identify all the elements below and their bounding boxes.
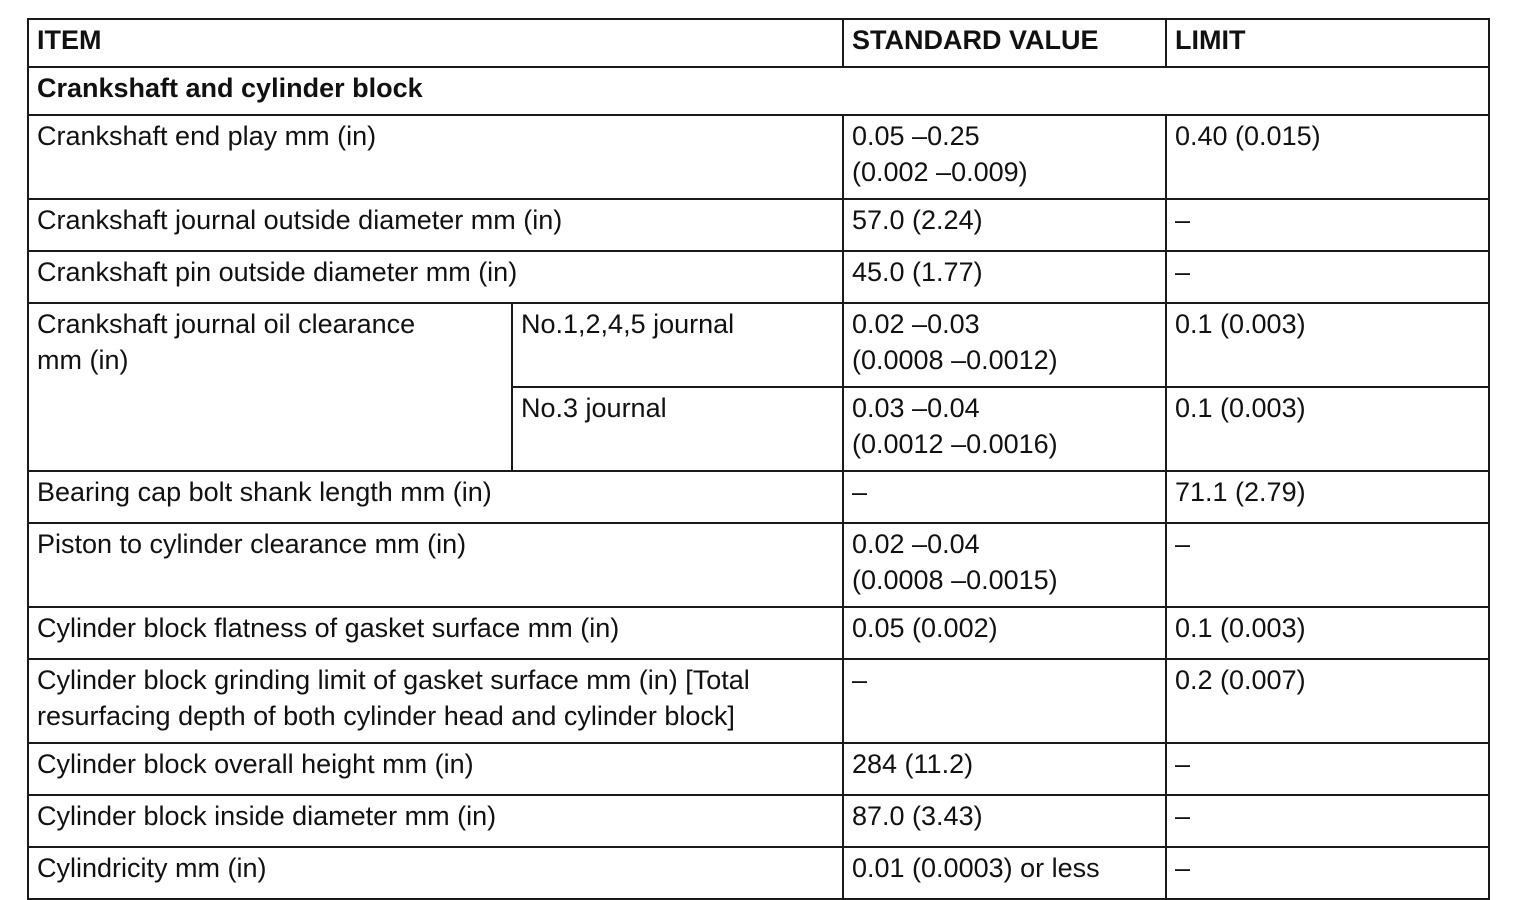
header-standard-value: STANDARD VALUE [843,19,1166,67]
table-row [28,523,1489,607]
standard-cell [843,115,1166,199]
standard-cell: 284 (11.2) [843,743,1166,795]
table-row [28,607,1489,659]
header-item: ITEM [28,19,843,67]
standard-line: (0.0008 –0.0015) [852,565,1058,595]
standard-cell: – [843,471,1166,523]
limit-cell: – [1166,847,1489,899]
standard-cell: 57.0 (2.24) [843,199,1166,251]
spec-table [27,18,1490,900]
standard-cell [843,523,1166,607]
item-cell: Cylinder block inside diameter mm (in) [28,795,843,847]
standard-cell: 45.0 (1.77) [843,251,1166,303]
item-cell: Bearing cap bolt shank length mm (in) [28,471,843,523]
item-cell: Crankshaft end play mm (in) [28,115,843,199]
table-row [28,471,1489,523]
table-header-row [28,19,1489,67]
limit-cell: – [1166,523,1489,607]
limit-cell: – [1166,251,1489,303]
item-cell: Crankshaft pin outside diameter mm (in) [28,251,843,303]
standard-cell [843,303,1166,387]
section-row [28,67,1489,115]
limit-cell: – [1166,199,1489,251]
table-row [28,115,1489,199]
header-limit: LIMIT [1166,19,1489,67]
limit-cell: – [1166,795,1489,847]
table-row [28,795,1489,847]
standard-cell: 87.0 (3.43) [843,795,1166,847]
standard-cell [843,387,1166,471]
item-cell: Piston to cylinder clearance mm (in) [28,523,843,607]
standard-line: (0.0012 –0.0016) [852,429,1058,459]
limit-cell: – [1166,743,1489,795]
section-title: Crankshaft and cylinder block [28,67,1489,115]
table-row [28,303,1489,387]
table-row [28,743,1489,795]
standard-line: 0.02 –0.03 [852,309,980,339]
item-cell: Crankshaft journal outside diameter mm (in) [28,199,843,251]
standard-line: (0.002 –0.009) [852,157,1028,187]
limit-cell: 0.1 (0.003) [1166,607,1489,659]
item-cell [28,659,843,743]
table-row [28,199,1489,251]
limit-cell: 71.1 (2.79) [1166,471,1489,523]
item-line: Cylinder block grinding limit of gasket surface mm (in) [Total [37,665,750,695]
item-cell: Cylinder block flatness of gasket surface mm (in) [28,607,843,659]
standard-line: 0.03 –0.04 [852,393,980,423]
subitem-cell: No.3 journal [512,387,843,471]
item-line: Crankshaft journal oil clearance [37,309,416,339]
limit-cell: 0.2 (0.007) [1166,659,1489,743]
item-cell: Cylinder block overall height mm (in) [28,743,843,795]
table-row [28,251,1489,303]
item-line: mm (in) [37,345,129,375]
subitem-cell: No.1,2,4,5 journal [512,303,843,387]
standard-cell: 0.01 (0.0003) or less [843,847,1166,899]
limit-cell: 0.1 (0.003) [1166,387,1489,471]
standard-line: 0.02 –0.04 [852,529,980,559]
item-cell: Cylindricity mm (in) [28,847,843,899]
limit-cell: 0.1 (0.003) [1166,303,1489,387]
standard-line: 0.05 –0.25 [852,121,980,151]
table-row [28,847,1489,899]
standard-cell: – [843,659,1166,743]
table-row [28,659,1489,743]
standard-line: (0.0008 –0.0012) [852,345,1058,375]
limit-cell: 0.40 (0.015) [1166,115,1489,199]
item-line: resurfacing depth of both cylinder head and cylinder block] [37,701,735,731]
standard-cell: 0.05 (0.002) [843,607,1166,659]
item-cell [28,303,512,471]
